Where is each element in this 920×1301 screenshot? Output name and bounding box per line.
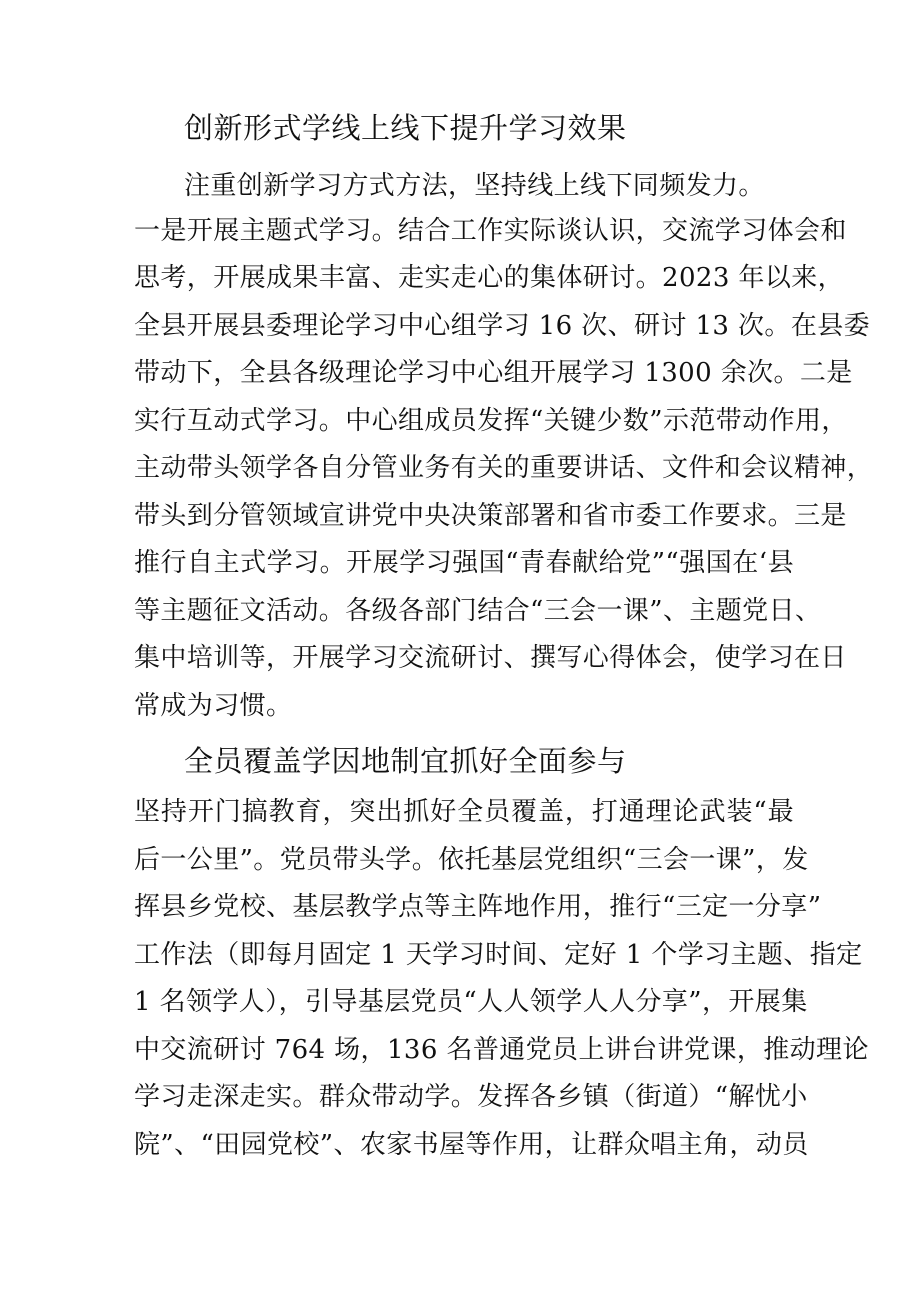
paragraph-line: 工作法（即每月固定 1 天学习时间、定好 1 个学习主题、指定 [134, 940, 863, 970]
paragraph-line: 集中培训等，开展学习交流研讨、撰写心得体会，使学习在日 [134, 643, 847, 673]
paragraph-line: 坚持开门搞教育，突出抓好全员覆盖，打通理论武装“最 [134, 797, 794, 827]
paragraph-line: 学习走深走实。群众带动学。发挥各乡镇（街道）“解忧小 [134, 1082, 808, 1112]
paragraph-line: 主动带头领学各自分管业务有关的重要讲话、文件和会议精神， [134, 453, 874, 483]
paragraph-line: 注重创新学习方式方法，坚持线上线下同频发力。 [184, 171, 765, 201]
paragraph-line: 实行互动式学习。中心组成员发挥“关键少数”示范带动作用， [134, 406, 848, 436]
paragraph-line: 思考，开展成果丰富、走实走心的集体研讨。2023 年以来， [134, 263, 845, 293]
paragraph-line: 推行自主式学习。开展学习强国“青春献给党”“强国在‘县 [134, 548, 794, 578]
section-heading-innovation: 创新形式学线上线下提升学习效果 [184, 111, 627, 145]
paragraph-line: 后一公里”。党员带头学。依托基层党组织“三会一课”，发 [134, 845, 809, 875]
paragraph-line: 等主题征文活动。各级各部门结合“三会一课”、主题党日、 [134, 596, 822, 626]
paragraph-line: 中交流研讨 764 场，136 名普通党员上讲台讲党课，推动理论 [134, 1035, 869, 1065]
paragraph-line: 挥县乡党校、基层教学点等主阵地作用，推行“三定一分享” [134, 892, 822, 922]
paragraph-line: 院”、“田园党校”、农家书屋等作用，让群众唱主角，动员 [134, 1130, 809, 1160]
paragraph-line: 带头到分管领域宣讲党中央决策部署和省市委工作要求。三是 [134, 501, 847, 531]
paragraph-line: 全县开展县委理论学习中心组学习 16 次、研讨 13 次。在县委 [134, 311, 871, 341]
paragraph-line: 带动下，全县各级理论学习中心组开展学习 1300 余次。二是 [134, 358, 853, 388]
section-heading-coverage: 全员覆盖学因地制宜抓好全面参与 [184, 744, 627, 778]
paragraph-line: 常成为习惯。 [134, 691, 293, 721]
paragraph-line: 一是开展主题式学习。结合工作实际谈认识，交流学习体会和 [134, 216, 847, 246]
paragraph-line: 1 名领学人），引导基层党员“人人领学人人分享”，开展集 [134, 987, 808, 1017]
